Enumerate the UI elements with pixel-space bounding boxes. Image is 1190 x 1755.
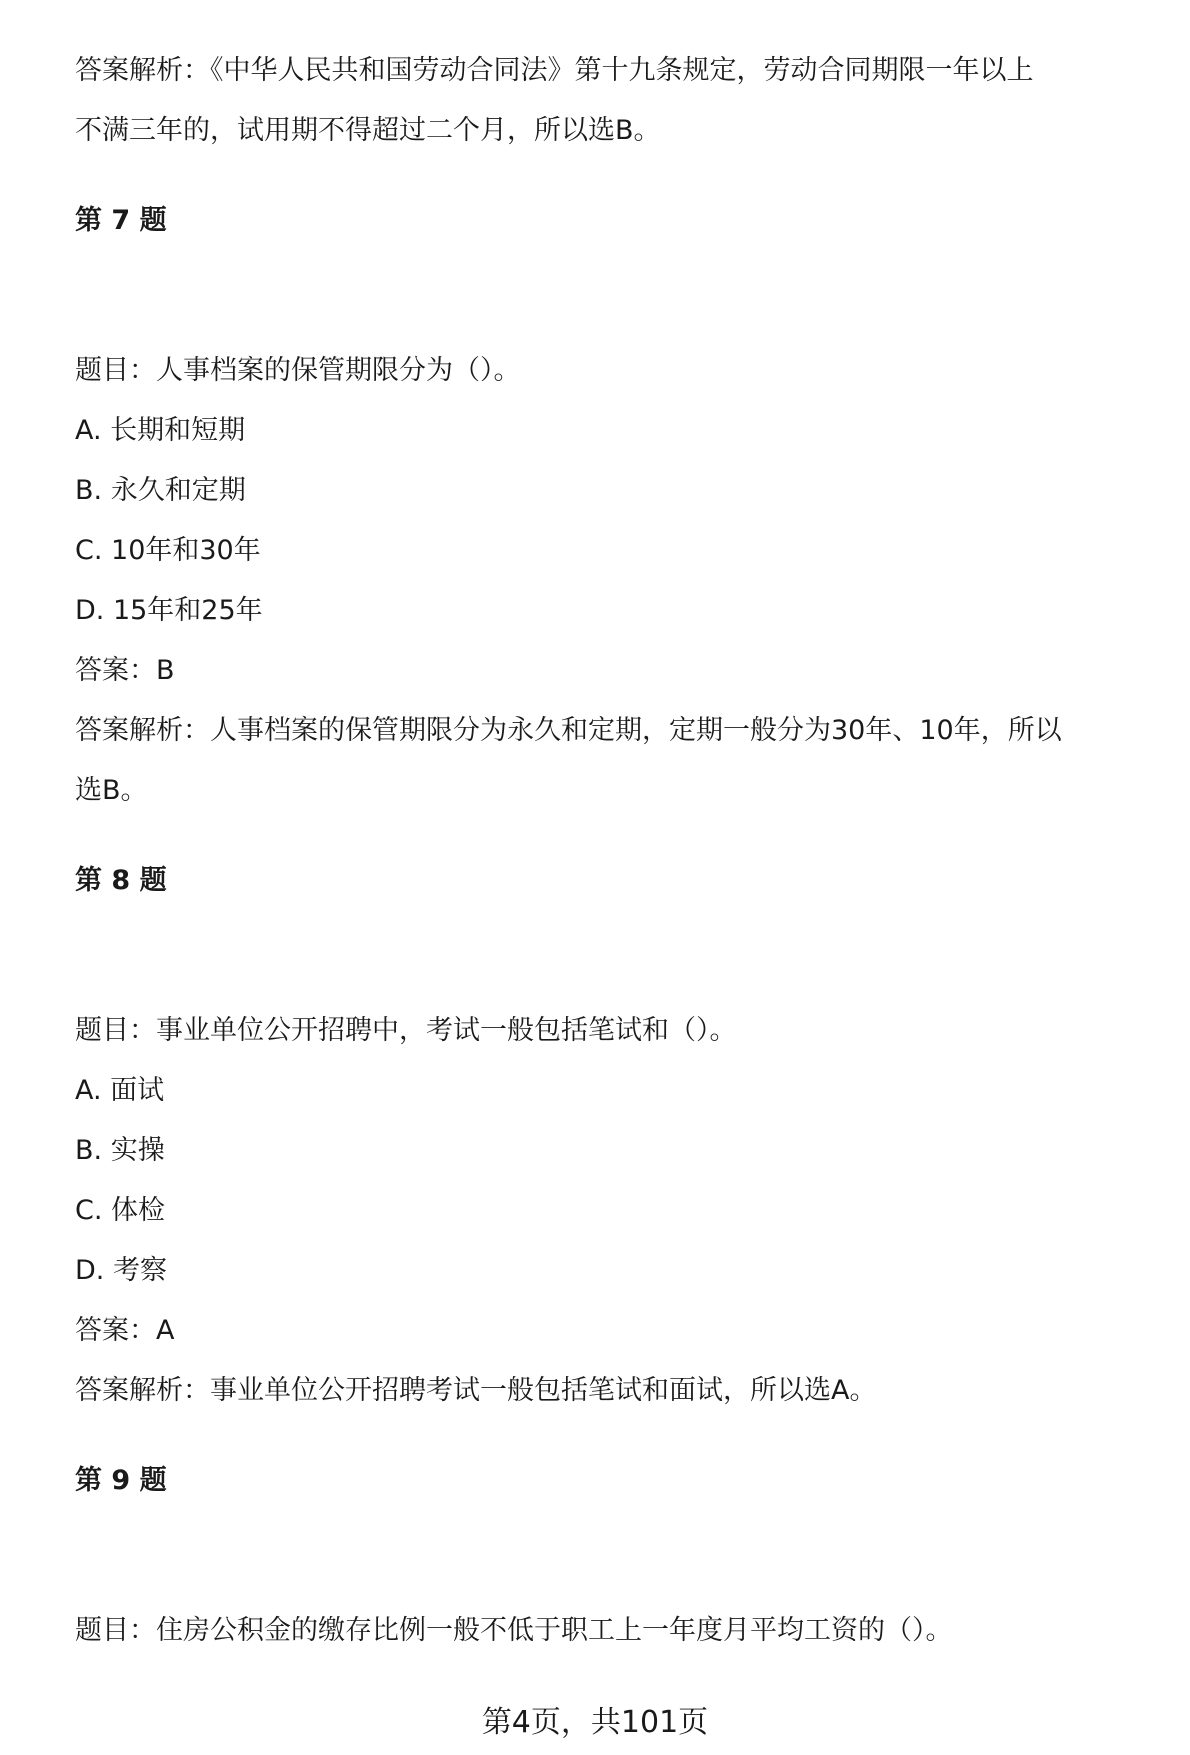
analysis-q6-line2: 不满三年的，试用期不得超过二个月，所以选B。 xyxy=(75,115,661,146)
analysis-7-line2: 选B。 xyxy=(75,775,148,806)
question-stem-9: 题目：住房公积金的缴存比例一般不低于职工上一年度月平均工资的（）。 xyxy=(75,1615,953,1646)
option-c-7: C. 10年和30年 xyxy=(75,535,261,566)
analysis-7-line1: 答案解析：人事档案的保管期限分为永久和定期，定期一般分为30年、10年，所以 xyxy=(75,715,1062,746)
question-stem-7: 题目：人事档案的保管期限分为（）。 xyxy=(75,355,521,386)
analysis-8: 答案解析：事业单位公开招聘考试一般包括笔试和面试，所以选A。 xyxy=(75,1375,877,1406)
option-b-8: B. 实操 xyxy=(75,1135,165,1166)
option-d-7: D. 15年和25年 xyxy=(75,595,263,626)
analysis-q6-line1: 答案解析：《中华人民共和国劳动合同法》第十九条规定，劳动合同期限一年以上 xyxy=(75,55,1034,86)
question-heading-9: 第 9 题 xyxy=(75,1465,167,1496)
option-a-7: A. 长期和短期 xyxy=(75,415,246,446)
answer-8: 答案：A xyxy=(75,1315,175,1346)
option-b-7: B. 永久和定期 xyxy=(75,475,246,506)
question-heading-8: 第 8 题 xyxy=(75,865,167,896)
option-a-8: A. 面试 xyxy=(75,1075,165,1106)
page-footer: 第4页，共101页 xyxy=(481,1705,709,1740)
option-c-8: C. 体检 xyxy=(75,1195,166,1226)
option-d-8: D. 考察 xyxy=(75,1255,167,1286)
answer-7: 答案：B xyxy=(75,655,175,686)
question-heading-7: 第 7 题 xyxy=(75,205,167,236)
question-stem-8: 题目：事业单位公开招聘中，考试一般包括笔试和（）。 xyxy=(75,1015,737,1046)
